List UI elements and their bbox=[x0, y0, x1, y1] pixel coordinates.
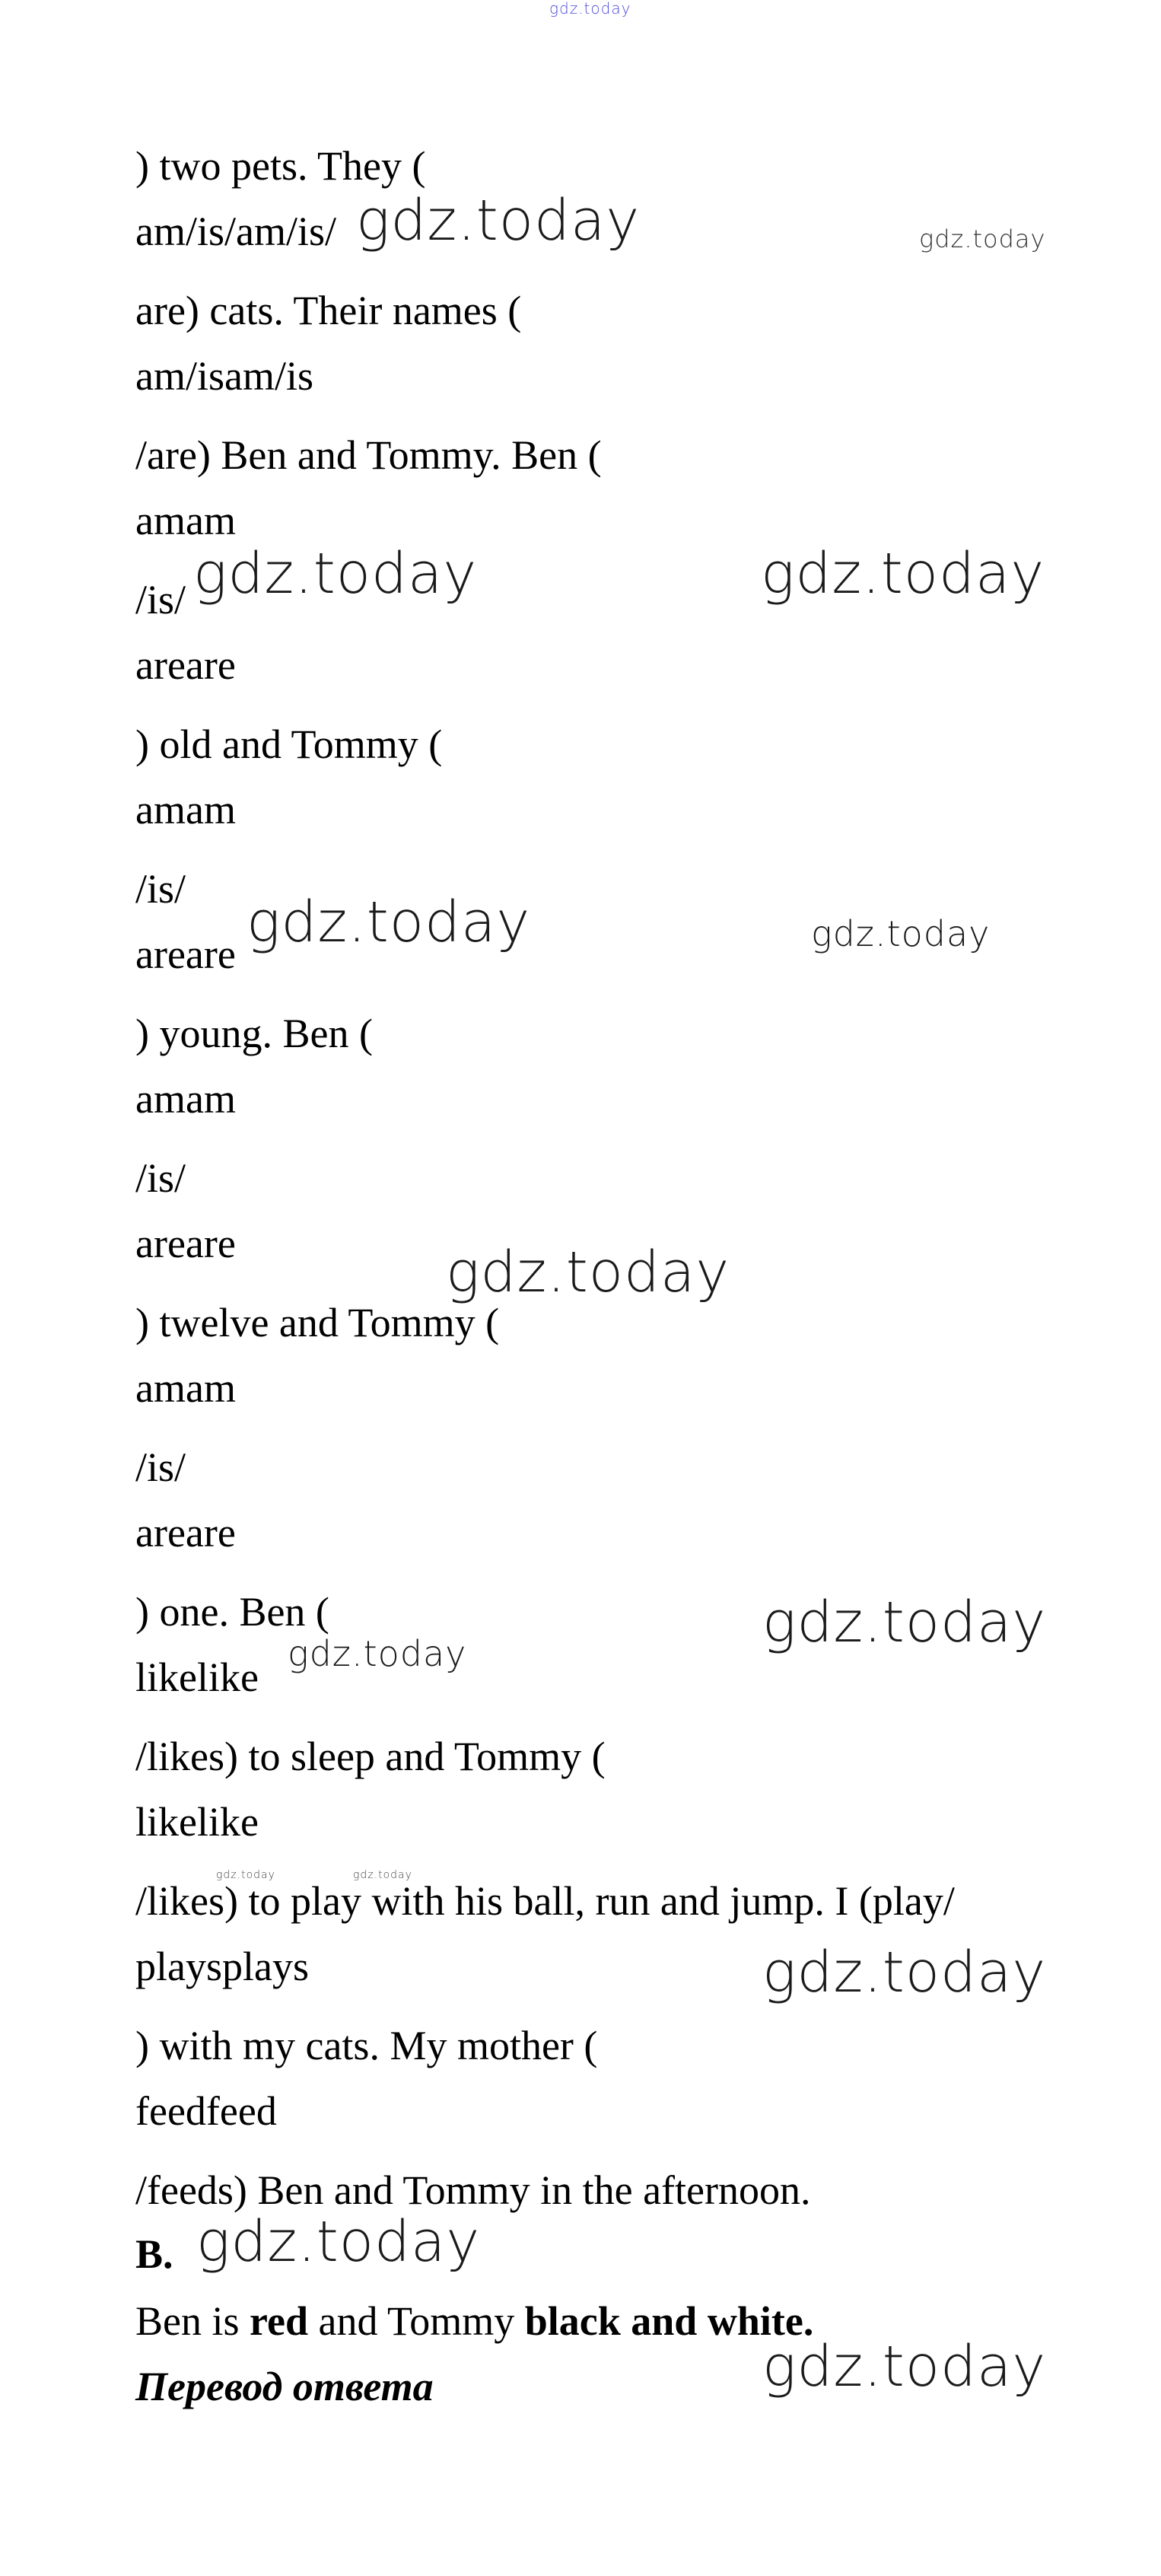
answer-text-1: Ben is bbox=[135, 2298, 250, 2344]
watermark-7: gdz.today bbox=[446, 1240, 730, 1305]
exercise-line-15: /is/ bbox=[135, 1155, 186, 1201]
exercise-line-25: /likes) to play with his ball, run and jump. I (play/ bbox=[135, 1878, 955, 1924]
watermark-6: gdz.today bbox=[811, 913, 991, 954]
exercise-line-5: /are) Ben and Tommy. Ben ( bbox=[135, 432, 602, 478]
exercise-line-11: /is/ bbox=[135, 866, 186, 912]
answer-bold-2: black and white. bbox=[524, 2298, 814, 2344]
exercise-line-3: are) cats. Their names ( bbox=[135, 288, 522, 333]
section-b-answer bbox=[135, 2297, 813, 2345]
watermark-2: gdz.today bbox=[919, 224, 1046, 253]
watermark-14: gdz.today bbox=[762, 2334, 1047, 2399]
exercise-line-14: amam bbox=[135, 1076, 236, 1122]
exercise-line-16: areare bbox=[135, 1221, 236, 1266]
exercise-line-10: amam bbox=[135, 787, 236, 833]
exercise-line-6: amam bbox=[135, 498, 236, 543]
exercise-line-29: /feeds) Ben and Tommy in the afternoon. bbox=[135, 2167, 811, 2213]
answer-bold-1: red bbox=[250, 2298, 309, 2344]
watermark-1: gdz.today bbox=[356, 188, 641, 253]
exercise-line-28: feedfeed bbox=[135, 2088, 277, 2134]
watermark-13: gdz.today bbox=[196, 2209, 481, 2275]
exercise-line-20: areare bbox=[135, 1510, 236, 1555]
watermark-11: gdz.today bbox=[353, 1869, 412, 1881]
exercise-line-26: playsplays bbox=[135, 1944, 309, 1989]
watermark-top: gdz.today bbox=[549, 0, 631, 18]
exercise-line-2: am/is/am/is/ bbox=[135, 209, 336, 254]
exercise-line-1: ) two pets. They ( bbox=[135, 143, 426, 189]
watermark-10: gdz.today bbox=[216, 1869, 275, 1881]
exercise-line-21: ) one. Ben ( bbox=[135, 1589, 329, 1635]
section-b-label: B. bbox=[135, 2231, 173, 2277]
exercise-line-8: areare bbox=[135, 642, 236, 688]
watermark-4: gdz.today bbox=[761, 541, 1045, 607]
exercise-line-24: likelike bbox=[135, 1799, 259, 1845]
exercise-line-19: /is/ bbox=[135, 1444, 186, 1490]
exercise-line-12: areare bbox=[135, 931, 236, 977]
watermark-5: gdz.today bbox=[247, 890, 531, 955]
exercise-line-22: likelike bbox=[135, 1654, 259, 1700]
answer-text-2: and Tommy bbox=[308, 2298, 525, 2344]
exercise-line-27: ) with my cats. My mother ( bbox=[135, 2023, 598, 2068]
watermark-9: gdz.today bbox=[288, 1633, 467, 1674]
watermark-3: gdz.today bbox=[193, 541, 478, 607]
watermark-12: gdz.today bbox=[762, 1940, 1047, 2005]
exercise-line-18: amam bbox=[135, 1365, 236, 1411]
watermark-8: gdz.today bbox=[762, 1590, 1047, 1655]
exercise-line-9: ) old and Tommy ( bbox=[135, 721, 443, 767]
exercise-line-13: ) young. Ben ( bbox=[135, 1011, 373, 1056]
exercise-line-7: /is/ bbox=[135, 577, 186, 623]
exercise-line-17: ) twelve and Tommy ( bbox=[135, 1300, 500, 1345]
translation-heading: Перевод ответа bbox=[135, 2364, 434, 2409]
exercise-line-4: am/isam/is bbox=[135, 353, 313, 399]
exercise-line-23: /likes) to sleep and Tommy ( bbox=[135, 1734, 606, 1779]
